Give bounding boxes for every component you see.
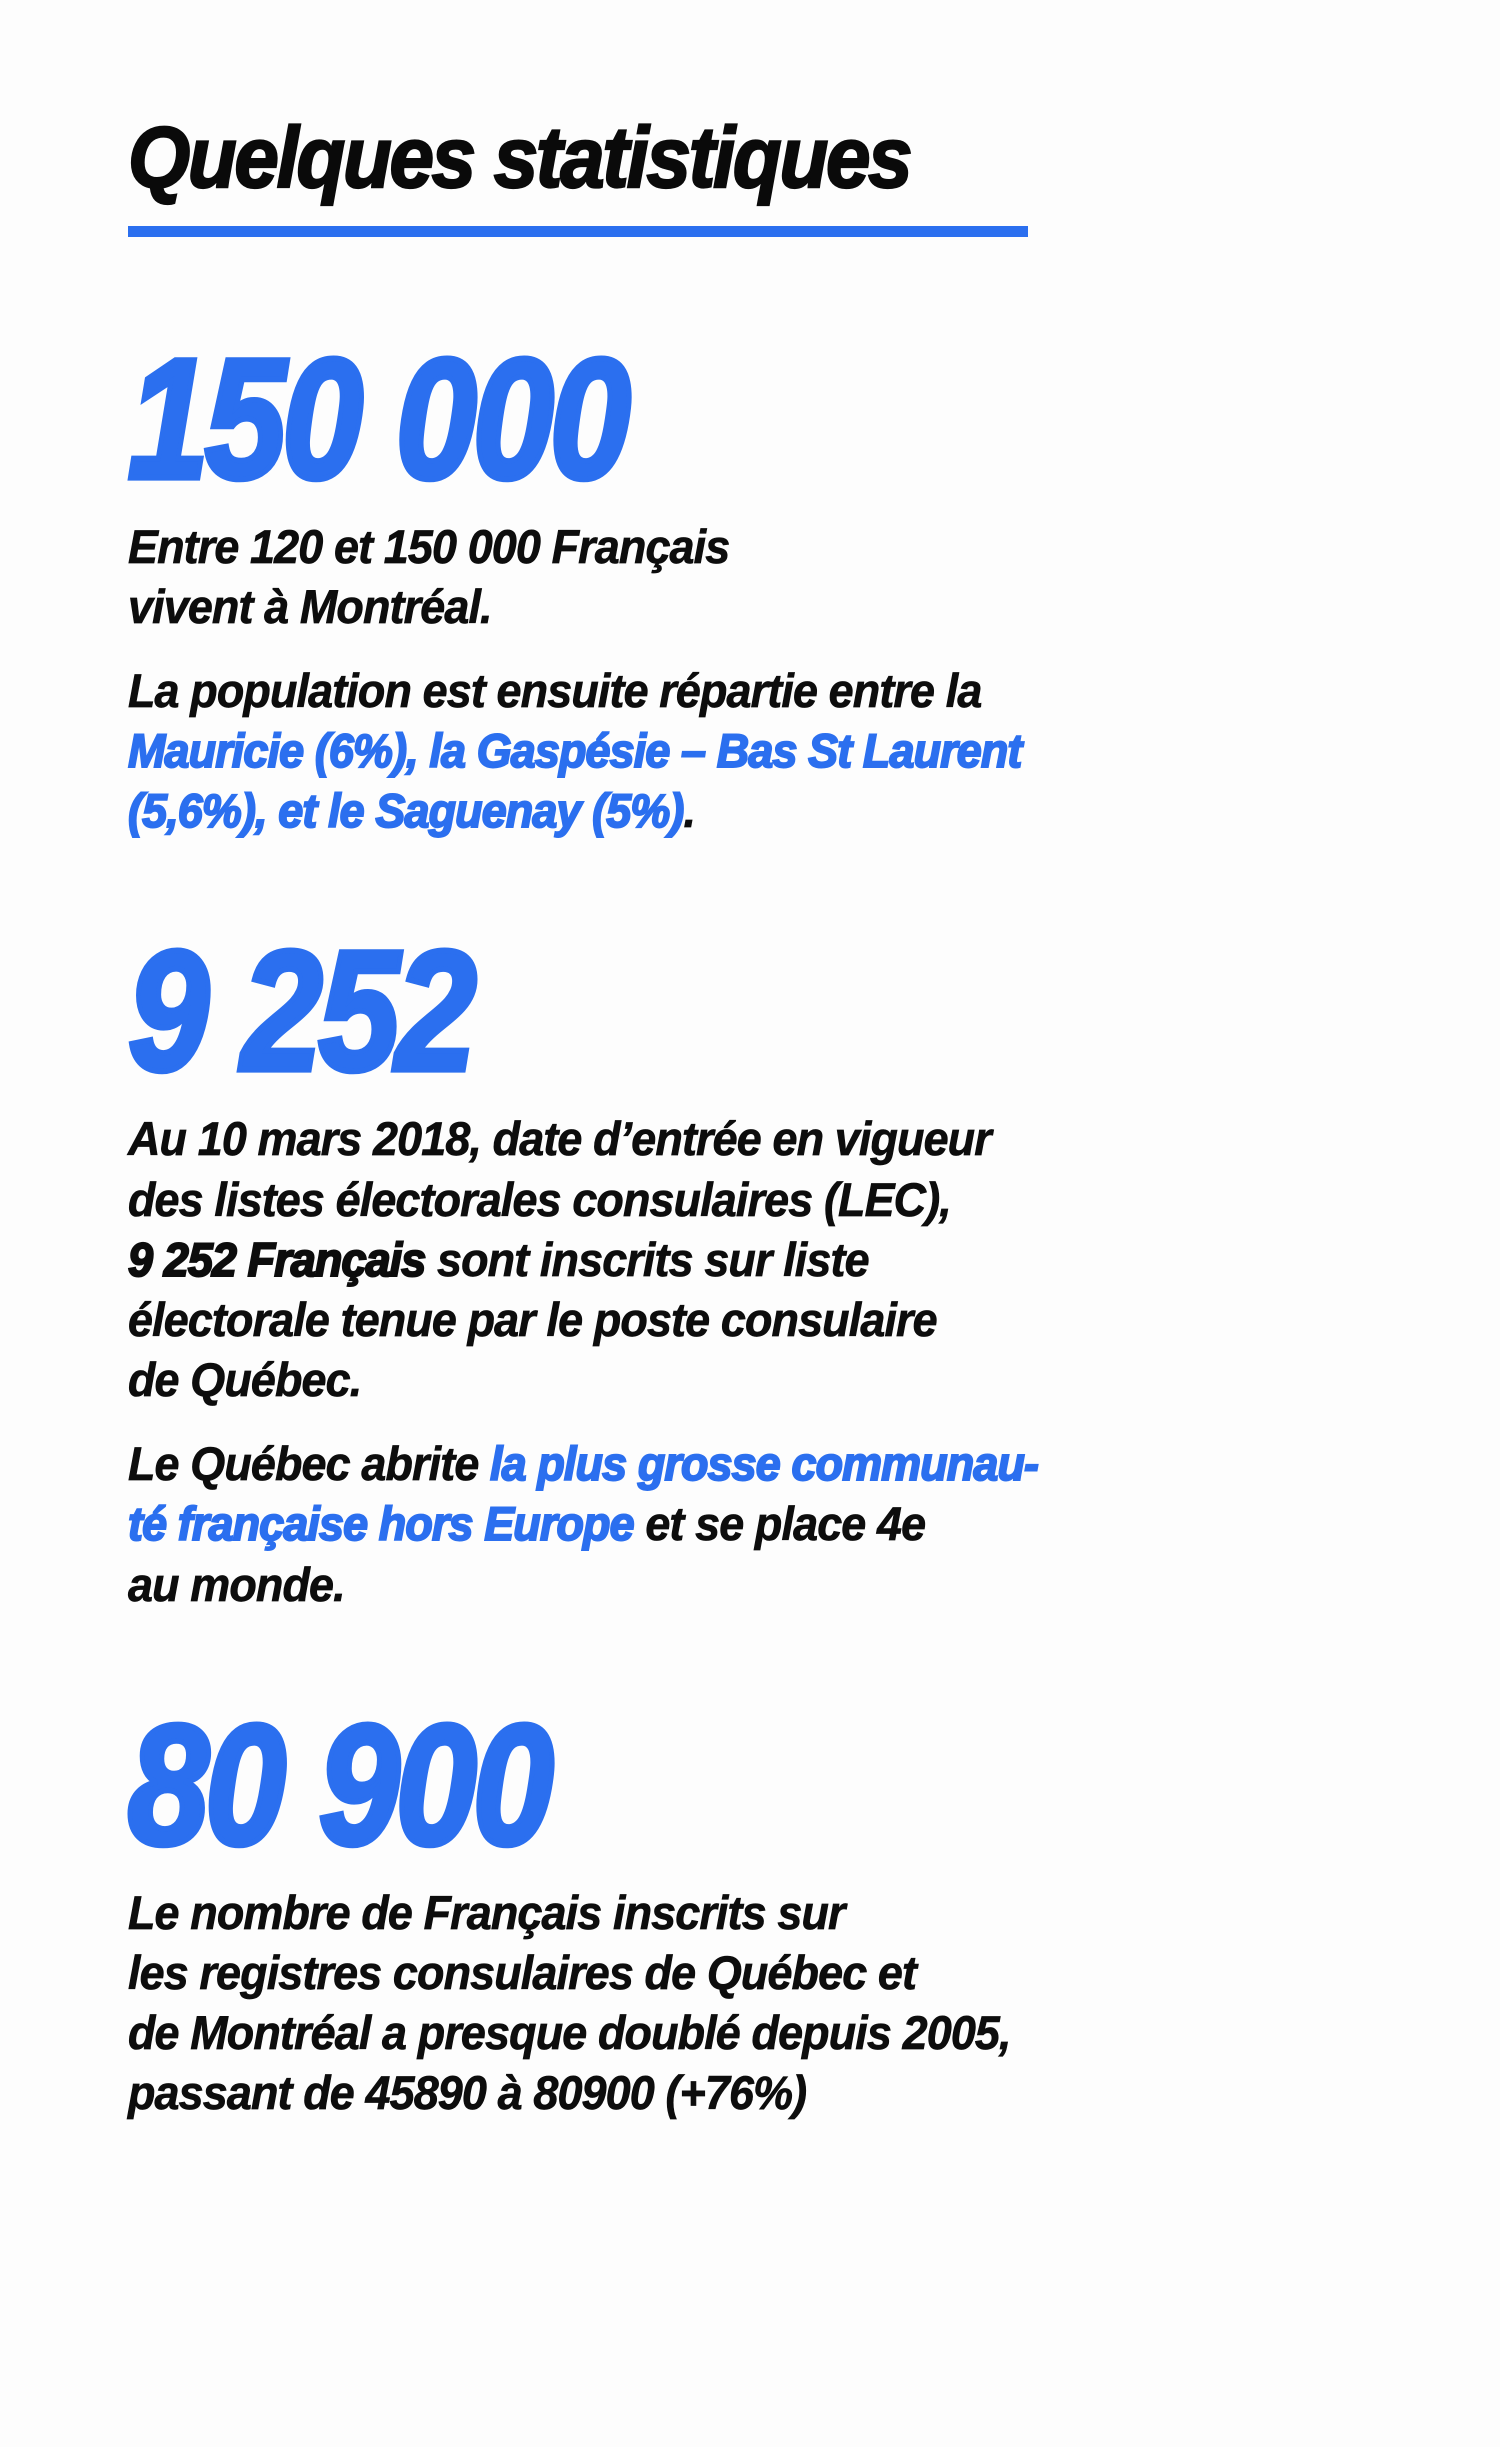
stat-block [128,322,1388,842]
accent-text: la plus grosse communau- [490,1437,1039,1491]
body-text: Au 10 mars 2018, date d’entrée en vigueur [128,1112,991,1166]
body-text: de Montréal a presque doublé depuis 2005, [128,2006,1011,2060]
emphasis-number-text: 9 252 Français [128,1232,426,1286]
stat-paragraph [128,1109,1331,1410]
stat-big-number: 9 252 [128,915,473,1107]
body-text: sont inscrits sur liste [425,1232,869,1286]
stat-block [128,1688,1388,2124]
page-title: Quelques statistiques [128,110,911,206]
body-text: des listes électorales consulaires (LEC), [128,1172,951,1226]
body-text: les registres consulaires de Québec et [128,1945,917,1999]
stat-paragraph [128,661,1331,841]
stat-big-number: 80 900 [128,1688,550,1880]
content-column [128,110,1388,2123]
body-text: passant de 45890 à 80900 (+76%) [128,2066,807,2120]
stat-paragraph [128,1883,1331,2124]
stats-list [128,322,1388,2124]
title-block [128,110,1388,237]
body-text: Le nombre de Français inscrits sur [128,1885,845,1939]
body-text: Entre 120 et 150 000 Français [128,519,730,573]
body-text: et se place 4e [633,1497,926,1551]
body-text: Le Québec abrite [128,1437,491,1491]
accent-text: Mauricie (6%), la Gaspésie – Bas St Laurent [128,724,1022,778]
body-text: de Québec. [128,1353,362,1407]
stat-big-number: 150 000 [128,322,627,514]
body-text: La population est ensuite répartie entre la [128,664,982,717]
stat-paragraph [128,517,1331,637]
accent-text: té française hors Europe [128,1497,634,1551]
body-text: électorale tenue par le poste consulaire [128,1292,937,1346]
body-text: au monde. [128,1557,345,1611]
accent-text: (5,6%), et le Saguenay (5%) [128,784,684,838]
title-underline-rule [128,226,1028,237]
body-text: . [683,784,696,838]
stat-paragraph [128,1434,1331,1614]
body-text: vivent à Montréal. [128,579,492,633]
stat-block [128,915,1388,1614]
